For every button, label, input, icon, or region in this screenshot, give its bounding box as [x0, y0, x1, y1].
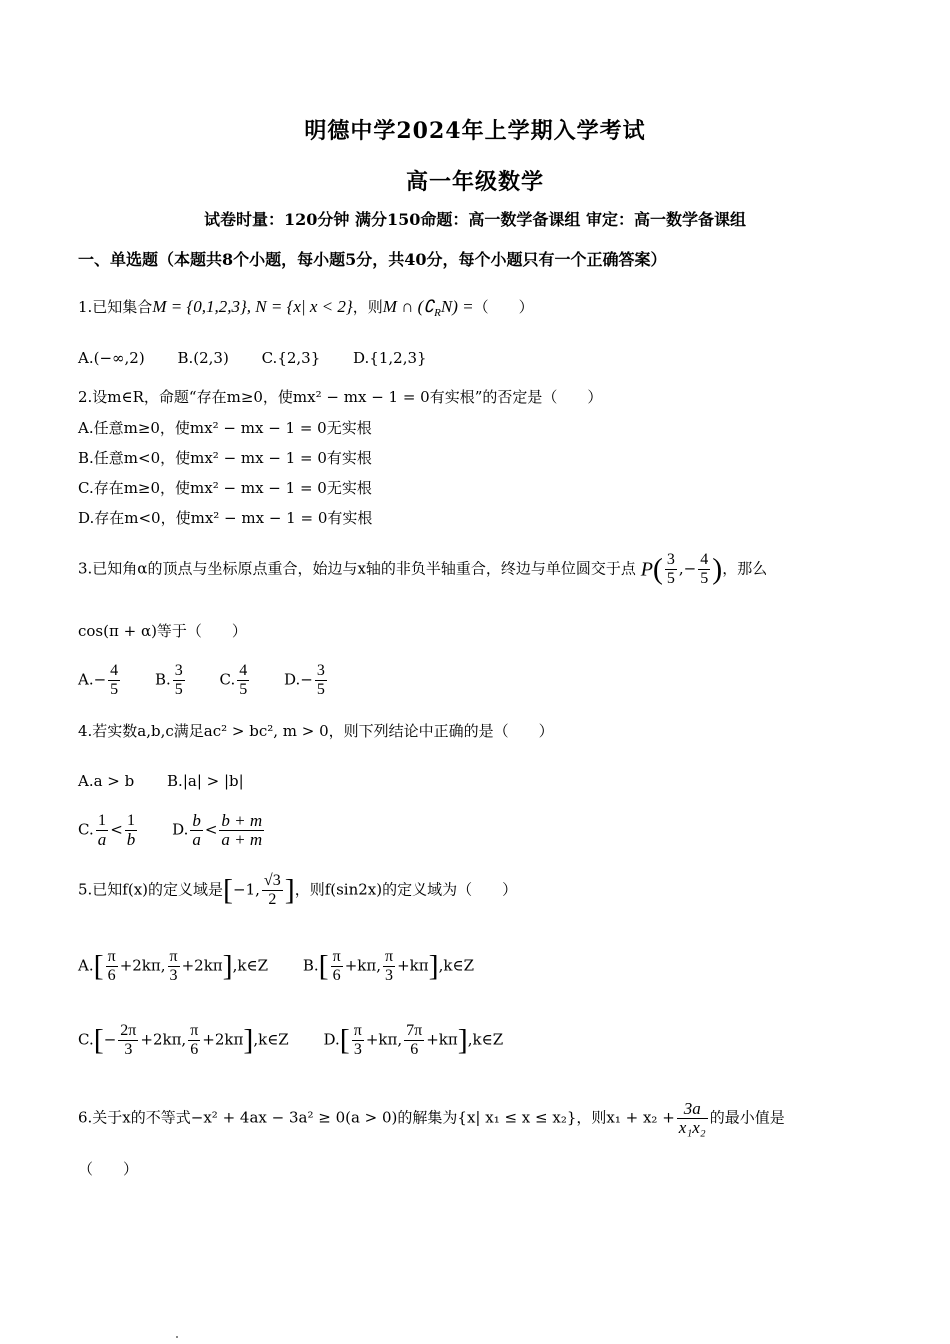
- q3-b-d: 5: [174, 681, 183, 698]
- q3-paren-left: (: [652, 552, 663, 586]
- q5-c-n2: π: [190, 1022, 199, 1039]
- q1-expr3: N) =: [440, 297, 474, 316]
- q5-b-f1: [331, 948, 343, 985]
- q3-point: P: [640, 558, 653, 581]
- q5-a-f2: [168, 948, 180, 985]
- q4-c-op: <: [110, 820, 123, 839]
- q3-d2: 5: [700, 570, 709, 587]
- q5-dom-left: −1,: [233, 880, 260, 899]
- q3-option-c[interactable]: [220, 662, 252, 699]
- section-heading: 一、单选题（本题共8个小题，每小题5分，共40分，每个小题只有一个正确答案）: [78, 250, 667, 269]
- q3-b-n: 3: [174, 662, 183, 679]
- q5-c-tail: ,k∈Z: [253, 1030, 289, 1049]
- q4-d-n2: b + m: [221, 811, 263, 830]
- q3-c-label: C.: [219, 670, 236, 689]
- q1-option-b[interactable]: B.(2,3): [177, 349, 229, 367]
- q4-c-frac-1: [96, 812, 109, 849]
- question-3-options: [78, 662, 357, 699]
- q5-a-br: ]: [222, 949, 233, 983]
- q2-option-b[interactable]: B.任意m<0，使mx² − mx − 1 = 0有实根: [78, 449, 372, 467]
- q4-d-d1: a: [192, 830, 201, 849]
- q5-a-t1: +2kπ,: [119, 956, 166, 975]
- q5-c-d2: 6: [190, 1041, 199, 1058]
- question-6-stem-2: （ ）: [78, 1160, 139, 1178]
- q5-a-d1: 6: [107, 967, 116, 984]
- q5-a-t2: +2kπ: [181, 956, 223, 975]
- q4-d-d2: a + m: [221, 830, 263, 849]
- question-5-options-ab: [78, 948, 502, 985]
- question-4-options-ab: [78, 770, 272, 792]
- q4-option-b[interactable]: B.|a| > |b|: [167, 772, 244, 790]
- q5-option-a[interactable]: [78, 948, 268, 985]
- question-2-stem: 2.设m∈R，命题“存在m≥0，使mx² − mx − 1 = 0有实根”的否定是（ ）: [78, 388, 603, 406]
- q5-d-f2: [404, 1022, 424, 1059]
- q5-c-f2: [188, 1022, 200, 1059]
- q5-d-br: ]: [457, 1023, 468, 1057]
- q5-d-n2: 7π: [406, 1022, 423, 1039]
- q2-option-a[interactable]: A.任意m≥0，使mx² − mx − 1 = 0无实根: [78, 419, 372, 437]
- q5-b-bl: [: [318, 949, 329, 983]
- q5-b-n1: π: [332, 948, 341, 965]
- question-6-stem: [78, 1100, 785, 1137]
- q5-c-d1: 3: [124, 1041, 133, 1058]
- q3-paren-right: ): [712, 552, 723, 586]
- q5-a-f1: [106, 948, 118, 985]
- q5-b-tail: ,k∈Z: [438, 956, 474, 975]
- q1-expr2: M ∩ (∁: [382, 297, 435, 316]
- q3-c-n: 4: [239, 662, 248, 679]
- q6-frac-n: 3a: [677, 1100, 708, 1119]
- q5-d-t2: +kπ: [426, 1030, 458, 1049]
- q5-c-t2: +2kπ: [202, 1030, 244, 1049]
- q5-d-tail: ,k∈Z: [467, 1030, 504, 1049]
- q3-a-d: 5: [110, 681, 119, 698]
- q1-sub: R: [434, 307, 441, 319]
- q5-stem-1: 5.已知f(x)的定义域是: [78, 880, 224, 899]
- q5-c-pre: −: [103, 1030, 117, 1049]
- q1-mid: ，则: [352, 298, 383, 316]
- q5-c-t1: +2kπ,: [140, 1030, 187, 1049]
- question-5-stem: [78, 872, 517, 909]
- q5-a-n2: π: [169, 948, 178, 965]
- q3-b-frac: [173, 662, 185, 699]
- q5-b-d1: 6: [332, 967, 341, 984]
- q5-b-br: ]: [428, 949, 439, 983]
- q4-c-label: C.: [78, 820, 94, 839]
- q3-a-n: 4: [110, 662, 119, 679]
- q6-stem-1: 6.关于x的不等式−x² + 4ax − 3a² ≥ 0(a > 0)的解集为{x| x₁ ≤ x ≤ x₂}，则x₁ + x₂ +: [78, 1108, 675, 1127]
- q3-n1: 3: [666, 551, 675, 568]
- q1-option-c[interactable]: C.{2,3}: [261, 349, 321, 367]
- q3-c-d: 5: [239, 681, 248, 698]
- q3-option-b[interactable]: [155, 662, 187, 699]
- exam-subtitle: 高一年级数学: [405, 169, 544, 195]
- q3-frac-2: [698, 551, 710, 588]
- q4-option-d[interactable]: [172, 812, 266, 849]
- q3-d-n: 3: [316, 662, 325, 679]
- q4-c-d2: b: [126, 830, 136, 849]
- q5-b-t2: +kπ: [397, 956, 429, 975]
- q5-b-label: B.: [302, 956, 319, 975]
- q5-c-f1: [118, 1022, 138, 1059]
- q4-option-c[interactable]: [78, 812, 139, 849]
- q5-option-d[interactable]: [324, 1022, 504, 1059]
- q3-option-a[interactable]: [78, 662, 122, 699]
- q5-a-tail: ,k∈Z: [232, 956, 269, 975]
- question-3-stem-2: cos(π + α)等于（ ）: [78, 622, 247, 640]
- q3-a-label: A.−: [78, 670, 107, 689]
- q5-b-d2: 3: [385, 967, 394, 984]
- q5-d-bl: [: [339, 1023, 350, 1057]
- question-1-options: [78, 347, 455, 369]
- q5-c-label: C.: [78, 1030, 94, 1049]
- q5-b-t1: +kπ,: [344, 956, 381, 975]
- q1-option-a[interactable]: A.(−∞,2): [78, 349, 145, 367]
- exam-title: 明德中学2024年上学期入学考试: [304, 118, 646, 144]
- q3-neg: ,−: [678, 559, 697, 578]
- q5-option-b[interactable]: [303, 948, 474, 985]
- q4-d-n1: b: [192, 811, 201, 830]
- q5-dom-d: 2: [268, 891, 277, 908]
- q5-d-f1: [352, 1022, 364, 1059]
- q5-d-n1: π: [353, 1022, 362, 1039]
- q3-frac-1: [665, 551, 677, 588]
- page-mark: [176, 1336, 178, 1338]
- q3-d-label: D.−: [284, 670, 313, 689]
- q3-d1: 5: [666, 570, 675, 587]
- q6-stem-end: 的最小值是: [709, 1108, 785, 1127]
- q5-c-n1: 2π: [120, 1022, 137, 1039]
- q5-stem-2: ，则f(sin2x)的定义域为（ ）: [294, 880, 518, 899]
- q5-c-br: ]: [243, 1023, 254, 1057]
- q4-d-frac-2: [219, 812, 264, 849]
- q5-a-label: A.: [78, 956, 94, 975]
- question-1-stem: [78, 296, 534, 324]
- q5-d-label: D.: [323, 1030, 340, 1049]
- q5-dom-n: √3: [263, 872, 281, 889]
- q6-frac: [677, 1100, 708, 1137]
- q3-d-frac: [315, 662, 327, 699]
- q4-c-frac-2: [125, 812, 138, 849]
- q2-option-c[interactable]: C.存在m≥0，使mx² − mx − 1 = 0无实根: [78, 479, 372, 497]
- q4-d-frac-1: [190, 812, 203, 849]
- q4-c-d1: a: [97, 830, 107, 849]
- question-4-stem: 4.若实数a,b,c满足ac² > bc², m > 0，则下列结论中正确的是（ ）: [78, 722, 554, 740]
- q5-b-n2: π: [385, 948, 394, 965]
- question-5-options-cd: [78, 1022, 531, 1059]
- q4-d-label: D.: [172, 820, 189, 839]
- q4-c-n1: 1: [96, 812, 109, 831]
- q5-d-t1: +kπ,: [365, 1030, 403, 1049]
- q3-d-d: 5: [316, 681, 325, 698]
- q3-stem-text: 3.已知角α的顶点与坐标原点重合，始边与x轴的非负半轴重合，终边与单位圆交于点: [78, 559, 636, 578]
- q5-a-bl: [: [93, 949, 104, 983]
- exam-meta: 试卷时量：120分钟 满分150命题：高一数学备课组 审定：高一数学备课组: [204, 210, 746, 229]
- question-3-stem: [78, 551, 767, 588]
- q4-d-op: <: [204, 820, 218, 839]
- q1-suffix: （ ）: [473, 298, 534, 316]
- question-4-options-cd: [78, 812, 294, 849]
- q5-d-d1: 3: [353, 1041, 362, 1058]
- q3-option-d[interactable]: [284, 662, 329, 699]
- q4-c-n2: 1: [125, 812, 138, 831]
- q1-prefix: 1.已知集合: [78, 298, 153, 316]
- q1-option-d[interactable]: D.{1,2,3}: [353, 349, 427, 367]
- q5-a-d2: 3: [169, 967, 178, 984]
- q5-c-bl: [: [93, 1023, 104, 1057]
- q5-bracket-left: [: [223, 873, 234, 907]
- q3-stem-end: ，那么: [722, 559, 768, 578]
- q5-d-d2: 6: [410, 1041, 419, 1058]
- q4-option-a[interactable]: A.a > b: [78, 772, 135, 790]
- q5-dom-frac: [262, 872, 283, 909]
- q5-b-f2: [383, 948, 395, 985]
- q5-bracket-right: ]: [284, 873, 295, 907]
- q5-a-n1: π: [107, 948, 116, 965]
- q3-c-frac: [237, 662, 249, 699]
- q6-frac-d: x₁x₂: [678, 1118, 706, 1137]
- q2-option-d[interactable]: D.存在m<0，使mx² − mx − 1 = 0有实根: [78, 509, 373, 527]
- q5-option-c[interactable]: [78, 1022, 289, 1059]
- q3-b-label: B.: [154, 670, 171, 689]
- q3-n2: 4: [700, 551, 709, 568]
- q3-a-frac: [108, 662, 120, 699]
- q1-expr: M = {0,1,2,3}, N = {x| x < 2}: [152, 297, 353, 316]
